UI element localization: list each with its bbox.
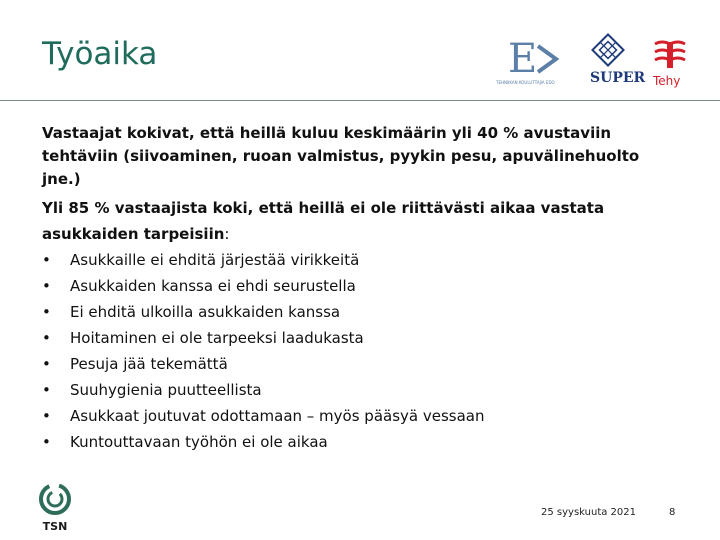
tsn-logo-text: TSN xyxy=(42,520,68,533)
list-item xyxy=(42,429,682,455)
footer-date: 25 syyskuuta 2021 xyxy=(541,507,636,518)
tehy-logo xyxy=(652,42,685,88)
page-number: 8 xyxy=(669,507,676,518)
list-item xyxy=(42,351,682,377)
bullet-icon: • xyxy=(42,381,51,399)
slide-title: Työaika xyxy=(42,36,158,72)
list-item-text: Hoitaminen ei ole tarpeeksi laadukasta xyxy=(70,329,364,347)
bullet-icon: • xyxy=(42,407,51,425)
list-item xyxy=(42,403,682,429)
list-item-text: Suuhygienia puutteellista xyxy=(70,381,262,399)
bullet-icon: • xyxy=(42,277,51,295)
list-item xyxy=(42,273,682,299)
list-item-text: Asukkaiden kanssa ei ehdi seurustella xyxy=(70,277,356,295)
body-section xyxy=(42,195,682,455)
tsn-logo xyxy=(34,481,76,533)
list-item xyxy=(42,325,682,351)
title-divider xyxy=(0,100,720,101)
list-item xyxy=(42,377,682,403)
tehy-logo-text: Tehy xyxy=(653,74,681,88)
section-lead xyxy=(42,195,682,247)
list-item-text: Ei ehditä ulkoilla asukkaiden kanssa xyxy=(70,303,341,321)
list-item-text: Asukkaat joutuvat odottamaan – myös pääsyä vessaan xyxy=(70,407,485,425)
bullet-icon: • xyxy=(42,329,51,347)
intro-paragraph: Vastaajat kokivat, että heillä kuluu keskimäärin yli 40 % avustaviin tehtäviin (siivoaminen, ruoan valmistus, pyykin pesu, apuvälinehuolto jne.) xyxy=(42,124,640,188)
ek-logo-text: TEHNIIKAN KOULUTTAJIA EDO xyxy=(496,80,555,85)
list-item xyxy=(42,299,682,325)
ek-logo xyxy=(495,36,556,85)
super-logo xyxy=(590,34,646,86)
list-item-text: Kuntouttavaan työhön ei ole aikaa xyxy=(70,433,328,451)
list-item-text: Pesuja jää tekemättä xyxy=(70,355,228,373)
svg-text:E: E xyxy=(508,36,538,82)
list-item xyxy=(42,247,682,273)
bullet-icon: • xyxy=(42,251,51,269)
bullet-list xyxy=(42,247,682,455)
list-item-text: Asukkaille ei ehditä järjestää virikkeitä xyxy=(70,251,360,269)
lead-text: Yli 85 % vastaajista koki, että heillä ei ole riittävästi aikaa vastata asukkaiden tarpeisiin xyxy=(42,199,605,243)
bullet-icon: • xyxy=(42,433,51,451)
super-logo-text: SUPER xyxy=(590,70,646,86)
logo-group xyxy=(490,30,700,92)
bullet-icon: • xyxy=(42,355,51,373)
lead-colon: : xyxy=(224,225,230,243)
bullet-icon: • xyxy=(42,303,51,321)
